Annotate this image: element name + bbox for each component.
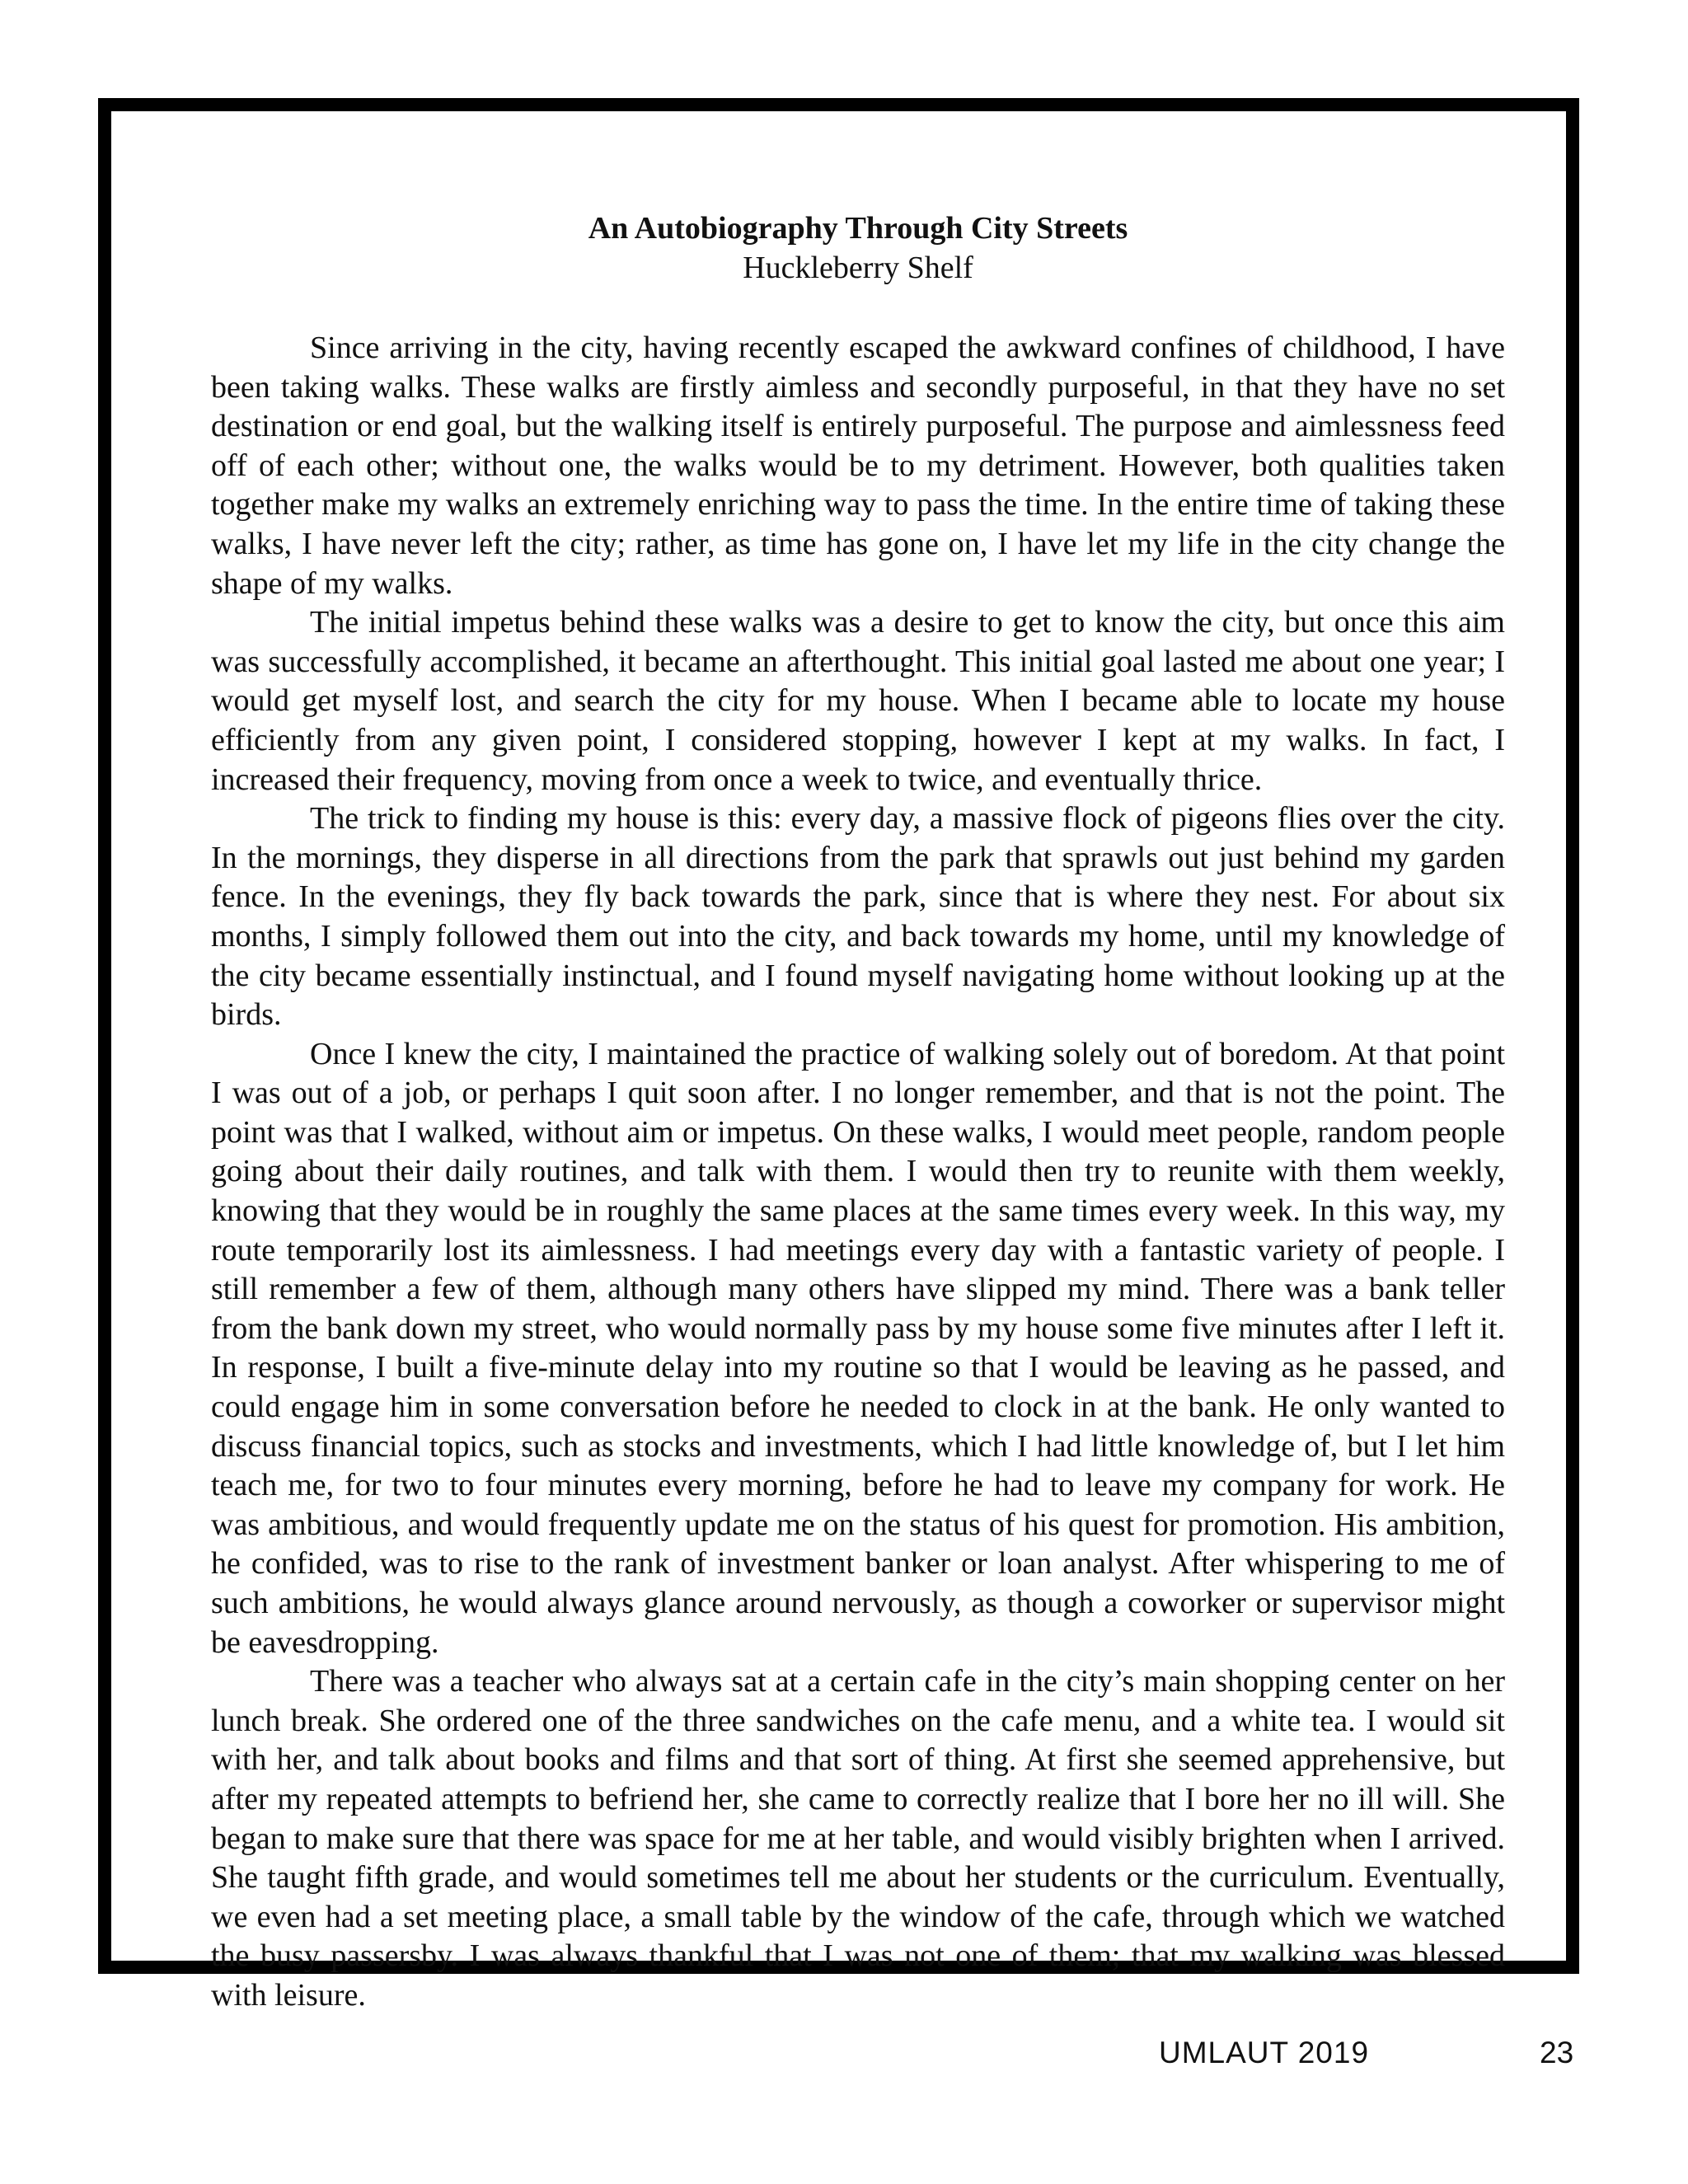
paragraph: Once I knew the city, I maintained the practice of walking solely out of boredom. At that point I was out of a job, or perhaps I quit soon after. I no longer remember, and that is not the point. The point was that I walked, without aim or impetus. On these walks, I would meet people, random people going about their daily routines, and talk with them. I would then try to reunite with them weekly, knowing that they would be in roughly the same places at the same times every week. In this way, my route temporarily lost its aimlessness. I had meetings every day with a fantastic variety of people. I still remember a few of them, although many others have slipped my mind. There was a bank teller from the bank down my street, who would normally pass by my house some five minutes after I left it. In response, I built a five-minute delay into my routine so that I would be leaving as he passed, and could engage him in some conversation before he needed to clock in at the bank. He only wanted to discuss financial topics, such as stocks and investments, which I had little knowledge of, but I let him teach me, for two to four minutes every morning, before he had to leave my company for work. He was ambitious, and would frequently update me on the status of his quest for promotion. His ambition, he confided, was to rise to the rank of investment banker or loan analyst. After whispering to me of such ambitions, he would always glance around nervously, as though a coworker or supervisor might be eavesdropping. [211, 1036, 1505, 1660]
article-author: Huckleberry Shelf [743, 251, 973, 285]
article-body [211, 209, 1505, 2016]
paragraph: The trick to finding my house is this: every day, a massive flock of pigeons flies over the city. In the mornings, they disperse in all directions from the park that sprawls out just behind my garden fence. In the evenings, they fly back towards the park, since that is where they nest. For about six months, I simply followed them out into the city, and back towards my home, until my knowledge of the city became essentially instinctual, and I found myself navigating home without looking up at the birds. [211, 801, 1505, 1033]
paragraph: Since arriving in the city, having recently escaped the awkward confines of childhood, I have been taking walks. These walks are firstly aimless and secondly purposeful, in that they have no set destination or end goal, but the walking itself is entirely purposeful. The purpose and aimlessness feed off of each other; without one, the walks would be to my detriment. However, both qualities taken together make my walks an extremely enriching way to pass the time. In the entire time of taking these walks, I have never left the city; rather, as time has gone on, I have let my life in the city change the shape of my walks. [211, 330, 1505, 601]
article-frame [98, 98, 1579, 2013]
page-number: 23 [1540, 2036, 1574, 2069]
paragraph: There was a teacher who always sat at a certain cafe in the city’s main shopping center on her lunch break. She ordered one of the three sandwiches on the cafe menu, and a white tea. I would sit with her, and talk about books and films and that sort of thing. At first she seemed apprehensive, but after my repeated attempts to befriend her, she came to correctly realize that I bore her no ill will. She began to make sure that there was space for me at her table, and would visibly brighten when I arrived. She taught fifth grade, and would sometimes tell me about her students or the curriculum. Eventually, we even had a set meeting place, a small table by the window of the cafe, through which we watched the busy passersby. I was always thankful that I was not one of them; that my walking was blessed with leisure. [211, 1664, 1505, 2013]
paragraph: The initial impetus behind these walks was a desire to get to know the city, but once this aim was successfully accomplished, it became an afterthought. This initial goal lasted me about one year; I would get myself lost, and search the city for my house. When I became able to locate my house efficiently from any given point, I considered stopping, however I kept at my walks. In fact, I increased their frequency, moving from once a week to twice, and eventually thrice. [211, 605, 1505, 797]
article-title: An Autobiography Through City Streets [588, 211, 1128, 246]
footer-publication: UMLAUT 2019 [1159, 2036, 1370, 2069]
